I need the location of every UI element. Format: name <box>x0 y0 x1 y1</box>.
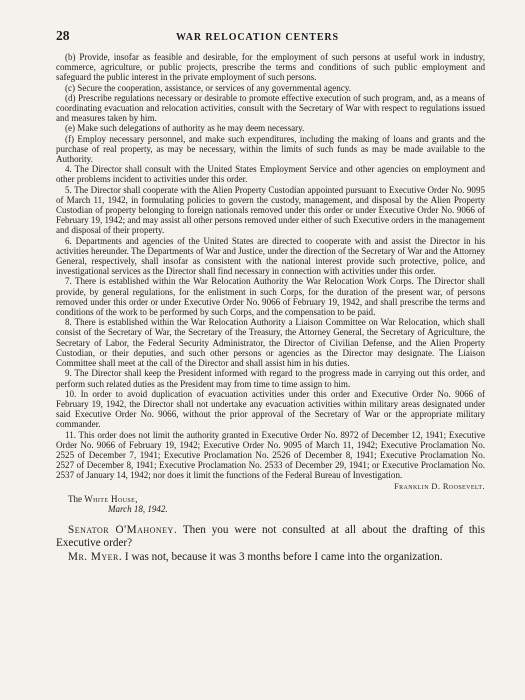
signing-location <box>56 494 485 504</box>
paragraph: 8. There is established within the War Relocation Authority a Liaison Committee on War Relocation, which shall consist of the Secretary of War, the Secretary of the Treasury, the Attorney General, the Secretary of Agriculture, the Secretary of Labor, the Federal Security Administrator, the Director of Civilian Defense, and the Alien Property Custodian, or their deputies, and such other persons or agencies as the Director may designate. The Liaison Committee shall meet at the call of the Director and shall assist him in his duties. <box>56 317 485 369</box>
signing-date: March 18, 1942. <box>108 504 168 515</box>
testimony <box>56 524 485 565</box>
paragraph: (c) Secure the cooperation, assistance, or services of any governmental agency. <box>65 82 352 93</box>
paragraph: 6. Departments and agencies of the United States are directed to cooperate with and assist the Director in his activities hereunder. The Departments of War and Justice, under the direction of the Secretary of War and the Attorney General, respectively, shall insofar as consistent with the national interest provide such protective, police, and investigational services as the Director shall find necessary in connection with activities under this order. <box>56 235 485 277</box>
testimony-line <box>56 524 485 550</box>
testimony-line <box>56 551 485 564</box>
paragraph: (b) Provide, insofar as feasible and desirable, for the employment of such persons at useful work in industry, commerce, agriculture, or public projects, prescribe the terms and conditions of such public employment and safeguard the public interest in the private employment of such persons. <box>56 52 485 83</box>
page-number: 28 <box>56 28 70 43</box>
paragraph: 5. The Director shall cooperate with the Alien Property Custodian appointed pursuant to Executive Order No. 9095 of March 11, 1942, in formulating policies to govern the custody, management, and disposal by the Alien Property Custodian of property belonging to foreign nationals removed under this order or under Executive Order No. 9066 of February 19, 1942; and may assist all other persons removed under either of such Executive orders in the management and disposal of their property. <box>56 184 485 236</box>
paragraph: 7. There is established within the War Relocation Authority the War Relocation Work Corps. The Director shall provide, by general regulations, for the enlistment in such Corps, for the duration of the present war, of persons removed under this order or under Executive Order No. 9066 of February 19, 1942, and shall prescribe the terms and conditions of the work to be performed by such Corps, and the compensation to be paid. <box>56 276 485 318</box>
running-head: WAR RELOCATION CENTERS <box>176 32 339 43</box>
paragraph: (e) Make such delegations of authority as he may deem necessary. <box>65 123 305 134</box>
paragraph: (d) Prescribe regulations necessary or desirable to promote effective execution of such program, and, as a means of coordinating evacuation and relocation activities, consult with the Secretary of War with respect to regulations issued and measures taken by him. <box>56 92 485 124</box>
signature: Franklin D. Roosevelt. <box>394 481 485 491</box>
location-name: White House, <box>84 493 138 504</box>
paragraph: (f) Employ necessary personnel, and make such expenditures, including the making of loans and grants and the purchase of real property, as may be necessary, within the limits of such funds as may be made available to the Authority. <box>56 133 485 165</box>
speaker-name: Mr. Myer. <box>68 550 123 563</box>
paragraph: 4. The Director shall consult with the United States Employment Service and other agencies on employment and other problems incident to activities under this order. <box>56 164 485 185</box>
paragraph: 11. This order does not limit the authority granted in Executive Order No. 8972 of December 12, 1941; Executive Order No. 9066 of February 19, 1942; Executive Order No. 9095 of March 11, 1942; Executive Proclamation No. 2525 of December 7, 1941; Executive Proclamation No. 2526 of December 8, 1941; Executive Proclamation No. 2527 of December 8, 1941; Executive Proclamation No. 2533 of December 29, 1941; or Executive Proclamation No. 2537 of January 14, 1942; nor does it limit the functions of the Federal Bureau of Investigation. <box>56 429 485 481</box>
speaker-name: Senator O'Mahoney. <box>68 523 178 536</box>
speech-text: I was not, because it was 3 months before I came into the organization. <box>122 550 443 563</box>
page-header <box>56 28 485 46</box>
paragraph: 10. In order to avoid duplication of evacuation activities under this order and Executive Order No. 9066 of February 19, 1942, the Director shall not undertake any evacuation activities within military areas designated under said Executive Order No. 9066, without the prior approval of the Secretary of War or the appropriate military commander. <box>56 388 485 430</box>
location-prefix: The <box>68 493 85 504</box>
speech-text: Then you were not consulted at all about the drafting of this Executive order? <box>56 523 485 549</box>
executive-order-text <box>56 52 485 481</box>
paragraph: 9. The Director shall keep the President informed with regard to the progress made in carrying out this order, and perform such related duties as the President may from time to time assign to him. <box>56 368 485 389</box>
